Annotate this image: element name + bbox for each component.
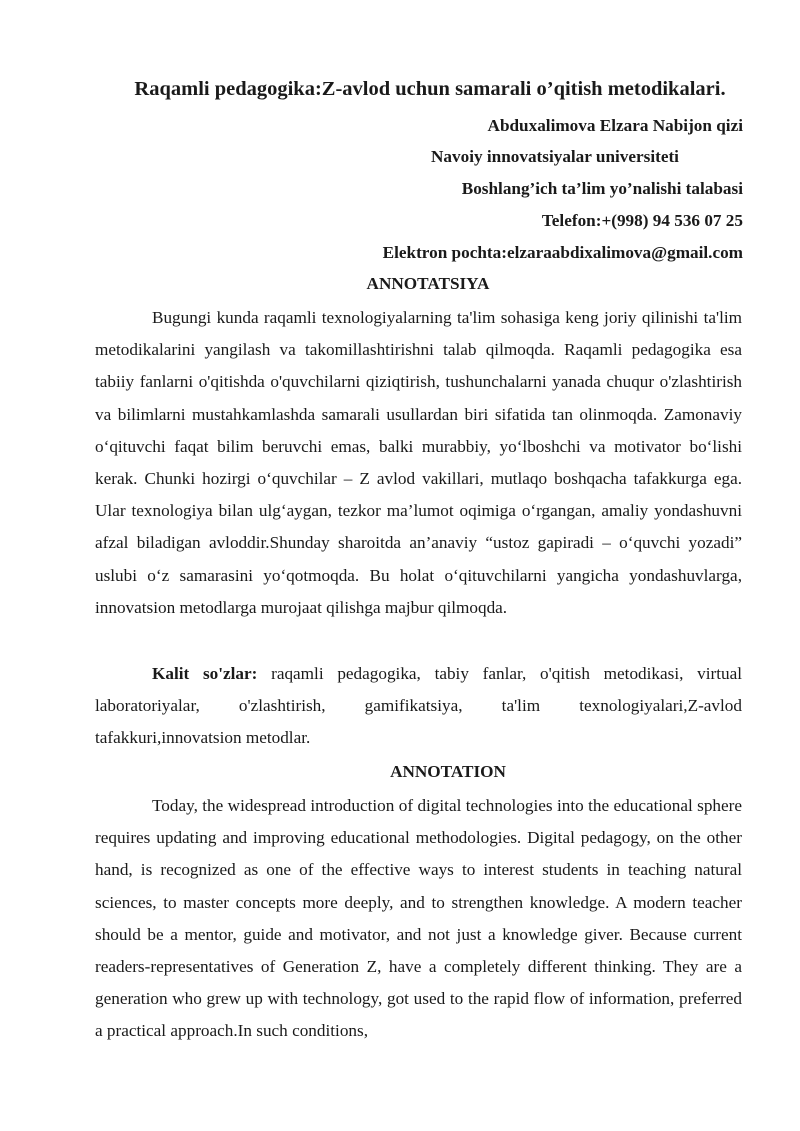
author-phone: Telefon:+(998) 94 536 07 25: [541, 211, 743, 230]
author-university: Navoiy innovatsiyalar universiteti: [431, 147, 679, 166]
author-email: Elektron pochta:elzaraabdixalimova@gmail.com: [382, 243, 743, 262]
annotatsiya-heading: ANNOTATSIYA: [366, 274, 490, 293]
annotation-paragraph: Today, the widespread introduction of digital technologies into the educational sphere requires updating and improving educational methodologies. Digital pedagogy, on the other hand, is recognized as one of the effective ways to interest students in teaching natural sciences, to master concepts more deeply, and to strengthen knowledge. A modern teacher should be a mentor, guide and motivator, and not just a knowledge giver. Because current readers-representatives of Generation Z, have a completely different thinking. They are a generation who grew up with technology, got used to the rapid flow of information, preferred a practical approach.In such conditions,: [95, 796, 742, 1041]
paper-title: Raqamli pedagogika:Z-avlod uchun samarali o’qitish metodikalari.: [134, 78, 726, 100]
keywords-text: raqamli pedagogika, tabiy fanlar, o'qitish metodikasi, virtual laboratoriyalar, o'zlashtirish, gamifikatsiya, ta'lim texnologiyalari,Z-avlod tafakkuri,innovatsion metodlar.: [95, 664, 742, 748]
annotation-heading: ANNOTATION: [390, 762, 506, 781]
author-department: Boshlang’ich ta’lim yo’nalishi talabasi: [461, 179, 743, 198]
keywords-label: Kalit so'zlar:: [152, 664, 258, 683]
keywords-paragraph: [95, 658, 742, 755]
annotatsiya-paragraph: Bugungi kunda raqamli texnologiyalarning ta'lim sohasiga keng joriy qilinishi ta'lim metodikalarini yangilash va takomillashtirishni talab qilmoqda. Raqamli pedagogika esa tabiiy fanlarni o'qitishda o'quvchilarni qiziqtirish, tushunchalarni yanada chuqur o'zlashtirish va bilimlarni mustahkamlashda samarali usullardan biri sifatida tan olinmoqda. Zamonaviy o‘qituvchi faqat bilim beruvchi emas, balki murabbiy, yo‘lboshchi va motivator bo‘lishi kerak. Chunki hozirgi o‘quvchilar – Z avlod vakillari, mutlaqo boshqacha tafakkurga ega. Ular texnologiya bilan ulg‘aygan, tezkor ma’lumot oqimiga o‘rgangan, amaliy yondashuvni afzal biladigan avloddir.Shunday sharoitda an’anaviy “ustoz gapiradi – o‘quvchi yozadi” uslubi o‘z samarasini yo‘qotmoqda. Bu holat o‘qituvchilarni yangicha yondashuvlarga, innovatsion metodlarga murojaat qilishga majbur qilmoqda.: [95, 308, 742, 617]
author-name: Abduxalimova Elzara Nabijon qizi: [487, 116, 743, 135]
